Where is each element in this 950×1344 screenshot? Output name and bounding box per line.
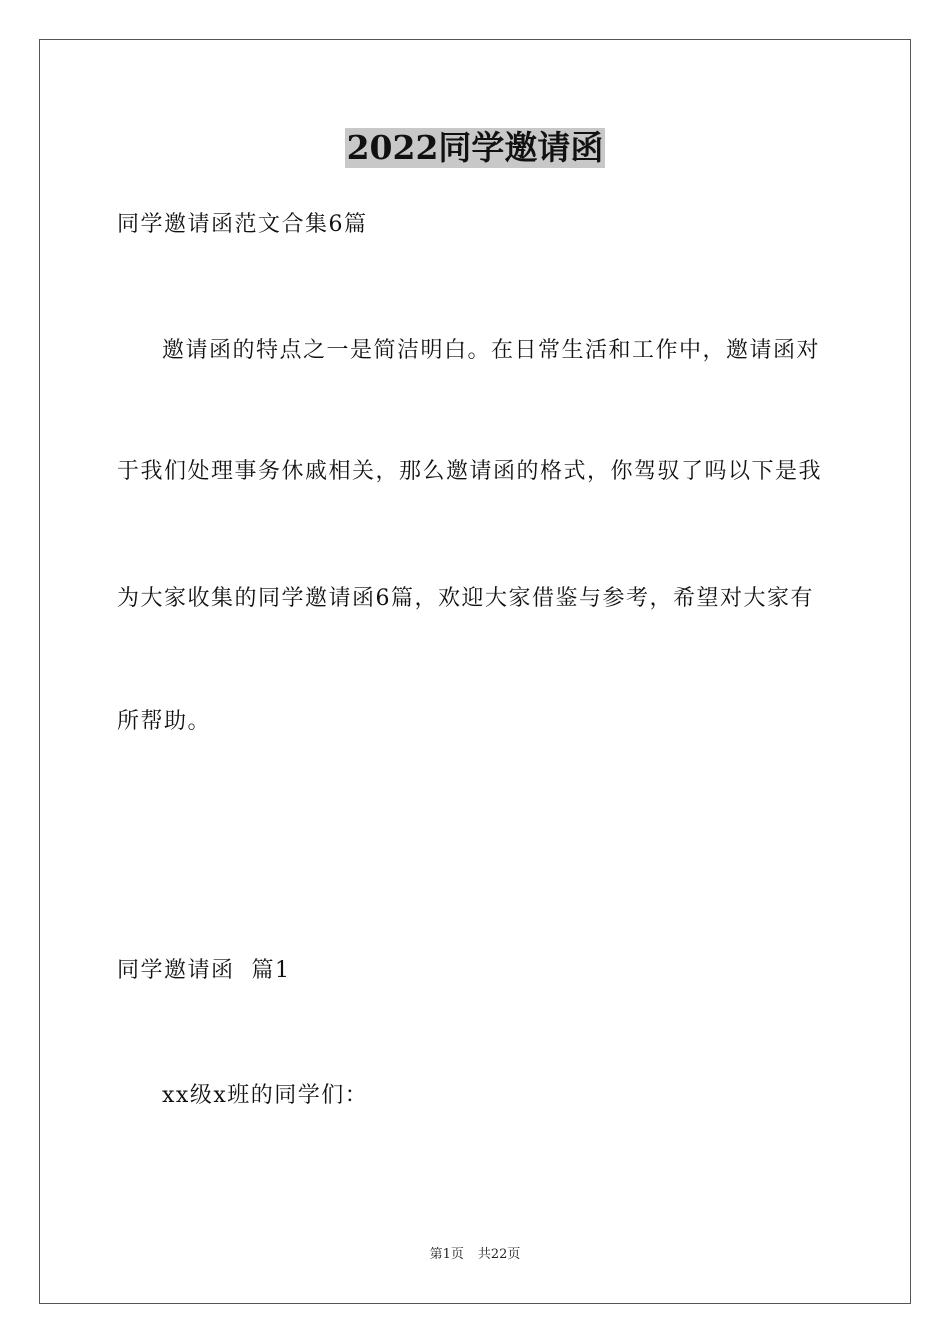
intro-line-1: 邀请函的特点之一是简洁明白。在日常生活和工作中，邀请函对	[162, 338, 821, 363]
intro-line-2: 于我们处理事务休戚相关，那么邀请函的格式，你驾驭了吗以下是我	[117, 459, 823, 484]
page-footer	[0, 1246, 950, 1264]
intro-line-3: 为大家收集的同学邀请函6篇，欢迎大家借鉴与参考，希望对大家有	[117, 586, 814, 611]
document-title: 2022同学邀请函	[346, 128, 604, 167]
document-subtitle: 同学邀请函范文合集6篇	[117, 212, 368, 237]
section-heading: 同学邀请函 篇1	[117, 958, 291, 983]
intro-line-4: 所帮助。	[117, 709, 212, 734]
salutation: xx级x班的同学们：	[162, 1083, 369, 1108]
page-number: 第1页	[429, 1247, 464, 1262]
page-total: 共22页	[477, 1247, 521, 1262]
title-container	[0, 128, 950, 168]
